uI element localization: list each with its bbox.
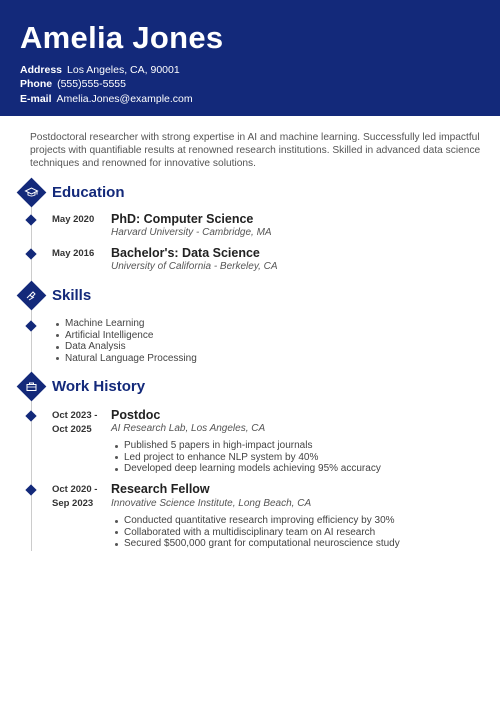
job-bullet: Led project to enhance NLP system by 40% <box>113 452 381 464</box>
job-company: Innovative Science Institute, Long Beach, CA <box>111 498 312 509</box>
timeline-marker <box>25 484 36 495</box>
skill-item: Artificial Intelligence <box>54 330 197 342</box>
education-date: May 2020 <box>52 214 95 225</box>
education-degree: PhD: Computer Science <box>111 212 254 226</box>
contact-label: Address <box>20 64 63 76</box>
job-bullet: Published 5 papers in high-impact journals <box>113 440 381 452</box>
candidate-name: Amelia Jones <box>20 20 224 55</box>
section-title-education: Education <box>52 184 125 201</box>
timeline-marker <box>25 248 36 259</box>
job-date-start: Oct 2023 - <box>52 410 98 421</box>
job-bullet: Developed deep learning models achieving 95% accuracy <box>113 463 381 475</box>
timeline-marker <box>25 410 36 421</box>
education-institution: Harvard University - Cambridge, MA <box>111 227 272 238</box>
job-bullets <box>113 515 400 550</box>
contact-phone <box>20 77 126 91</box>
job-date-range <box>52 483 97 511</box>
contact-email <box>20 92 193 106</box>
education-institution: University of California - Berkeley, CA <box>111 261 278 272</box>
timeline-marker <box>25 214 36 225</box>
job-company: AI Research Lab, Los Angeles, CA <box>111 423 266 434</box>
education-degree: Bachelor's: Data Science <box>111 246 260 260</box>
job-title: Postdoc <box>111 408 161 422</box>
timeline-marker <box>25 320 36 331</box>
job-date-end: Oct 2025 <box>52 424 92 435</box>
job-date-end: Sep 2023 <box>52 498 94 509</box>
contact-value: Los Angeles, CA, 90001 <box>67 64 180 76</box>
contact-label: Phone <box>20 78 53 90</box>
job-title: Research Fellow <box>111 482 210 496</box>
education-date: May 2016 <box>52 248 95 259</box>
section-title-work-history: Work History <box>52 378 146 395</box>
professional-summary: Postdoctoral researcher with strong expertise in AI and machine learning. Successfully led impactful projects with quantifiable results at renowned research institutions. Skilled in advanced data science techniques and renowned for innovative solutions. <box>30 132 481 169</box>
job-date-start: Oct 2020 - <box>52 484 98 495</box>
job-bullet: Conducted quantitative research improving efficiency by 30% <box>113 515 400 527</box>
job-date-range <box>52 409 97 437</box>
job-bullet: Secured $500,000 grant for computational neuroscience study <box>113 538 400 550</box>
skill-item: Data Analysis <box>54 341 197 353</box>
contact-value: (555)555-5555 <box>57 78 126 90</box>
contact-address <box>20 63 180 77</box>
briefcase-icon <box>21 376 42 397</box>
hand-tools-icon <box>21 285 42 306</box>
job-bullet: Collaborated with a multidisciplinary team on AI research <box>113 527 400 539</box>
skills-list <box>54 318 197 364</box>
skill-item: Machine Learning <box>54 318 197 330</box>
graduation-cap-icon <box>21 182 42 203</box>
contact-value: Amelia.Jones@example.com <box>56 93 193 105</box>
contact-label: E-mail <box>20 93 52 105</box>
job-bullets <box>113 440 381 475</box>
skill-item: Natural Language Processing <box>54 353 197 365</box>
resume-header <box>0 0 500 116</box>
section-title-skills: Skills <box>52 287 92 304</box>
